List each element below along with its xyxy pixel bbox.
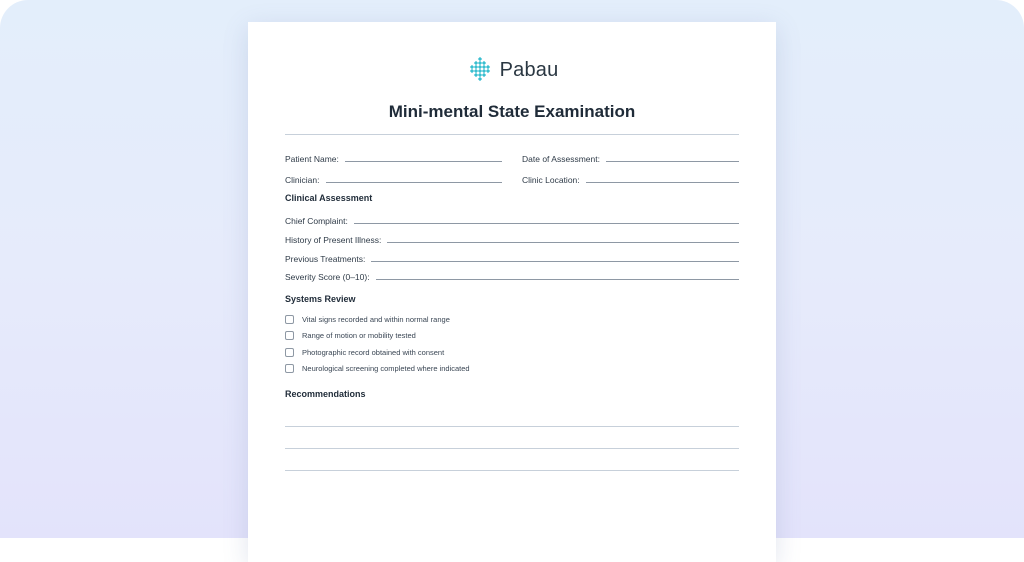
clinic-location-field[interactable] bbox=[522, 171, 739, 185]
recommendations-line[interactable] bbox=[285, 470, 739, 471]
title-divider bbox=[285, 134, 739, 135]
brand-name: Pabau bbox=[499, 58, 559, 81]
form-sheet bbox=[248, 22, 776, 562]
recommendations-line[interactable] bbox=[285, 448, 739, 449]
checkbox-label: Neurological screening completed where indicated bbox=[302, 363, 470, 373]
checklist-item[interactable] bbox=[285, 313, 450, 325]
fill-line bbox=[606, 161, 739, 162]
clinician-field[interactable] bbox=[285, 171, 502, 185]
field-label: Previous Treatments: bbox=[285, 254, 366, 264]
previous-treatments-field[interactable] bbox=[285, 250, 739, 264]
checklist-item[interactable] bbox=[285, 362, 470, 374]
checklist-item[interactable] bbox=[285, 346, 444, 358]
severity-score-field[interactable] bbox=[285, 268, 739, 282]
brand-logo bbox=[248, 56, 776, 84]
fill-line bbox=[354, 223, 739, 224]
patient-name-field[interactable] bbox=[285, 150, 502, 164]
checkbox[interactable] bbox=[285, 364, 294, 373]
chief-complaint-field[interactable] bbox=[285, 212, 739, 226]
clinical-assessment-heading: Clinical Assessment bbox=[285, 193, 373, 203]
field-label: Date of Assessment: bbox=[522, 154, 600, 164]
checklist-item[interactable] bbox=[285, 329, 416, 341]
page-title: Mini-mental State Examination bbox=[388, 102, 636, 121]
fill-line bbox=[387, 242, 739, 243]
field-label: Chief Complaint: bbox=[285, 216, 348, 226]
systems-review-heading: Systems Review bbox=[285, 294, 356, 304]
checkbox-label: Vital signs recorded and within normal range bbox=[302, 314, 450, 324]
field-label: Patient Name: bbox=[285, 154, 339, 164]
date-of-assessment-field[interactable] bbox=[522, 150, 739, 164]
field-label: History of Present Illness: bbox=[285, 235, 382, 245]
checkbox-label: Photographic record obtained with consent bbox=[302, 347, 445, 357]
checkbox[interactable] bbox=[285, 315, 294, 324]
recommendations-heading: Recommendations bbox=[285, 389, 366, 399]
field-label: Severity Score (0–10): bbox=[285, 272, 370, 282]
checkbox[interactable] bbox=[285, 331, 294, 340]
fill-line bbox=[586, 182, 739, 183]
fill-line bbox=[371, 261, 739, 262]
history-of-present-illness-field[interactable] bbox=[285, 231, 739, 245]
fill-line bbox=[345, 161, 502, 162]
checkbox-label: Range of motion or mobility tested bbox=[302, 330, 416, 340]
field-label: Clinic Location: bbox=[522, 175, 580, 185]
fill-line bbox=[326, 182, 503, 183]
fill-line bbox=[376, 279, 739, 280]
field-label: Clinician: bbox=[285, 175, 320, 185]
checkbox[interactable] bbox=[285, 348, 294, 357]
diamond-grid-logo-icon bbox=[466, 56, 494, 84]
recommendations-line[interactable] bbox=[285, 426, 739, 427]
